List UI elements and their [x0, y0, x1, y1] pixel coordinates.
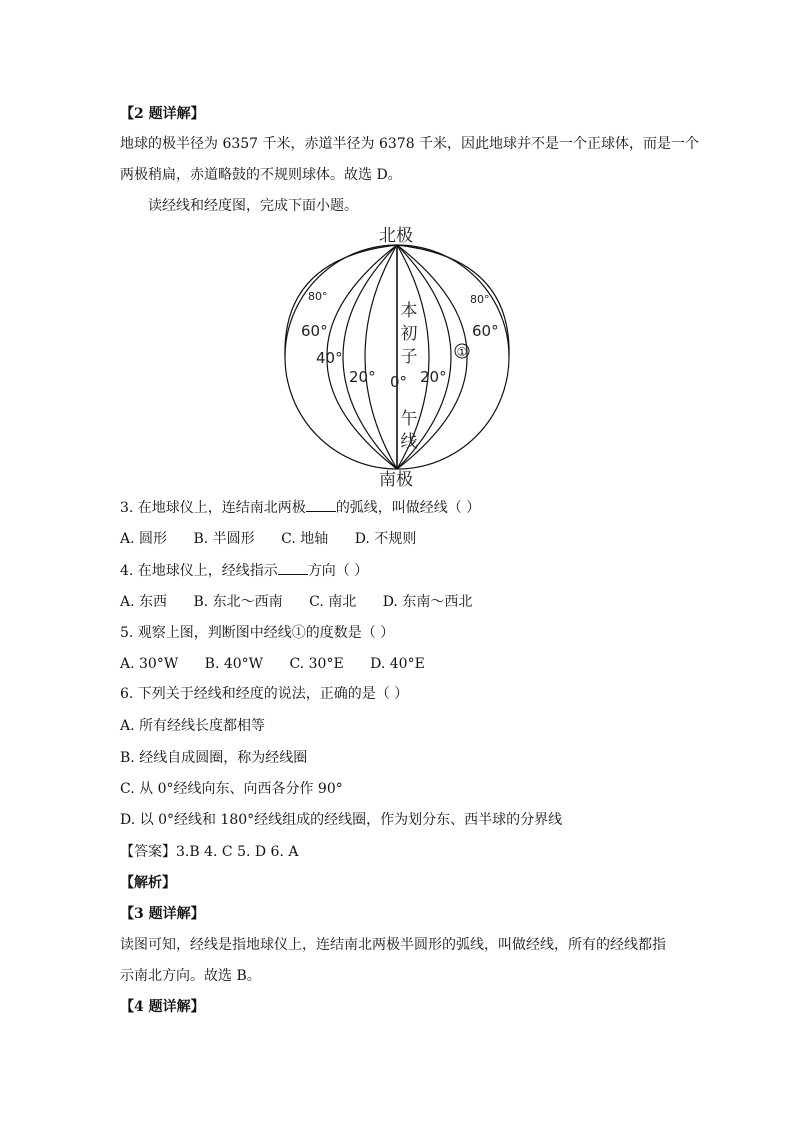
question-5-stem: 5. 观察上图，判断图中经线①的度数是（ ） [120, 625, 395, 641]
label-20-left: 20° [349, 368, 376, 386]
question-3-stem-b: 的弧线，叫做经线（ ） [335, 500, 481, 516]
question-5-options [120, 654, 447, 674]
prime-meridian-char-2: 初 [400, 324, 418, 344]
question-3-option-c: C. 地轴 [281, 531, 329, 547]
sec3-paragraph-line1: 读图可知，经线是指地球仪上，连结南北两极半圆形的弧线，叫做经线，所有的经线都指 [120, 937, 666, 953]
sec2-paragraph-line2: 两极稍扁，赤道略鼓的不规则球体。故选 D。 [120, 167, 402, 183]
question-3-stem-a: 3. 在地球仪上，连结南北两极 [120, 500, 306, 516]
sec4-header: 【4 题详解】 [120, 999, 205, 1015]
answer-line: 【答案】3.B 4. C 5. D 6. A [120, 844, 299, 860]
label-80-right: 80° [470, 293, 490, 306]
sec2-header: 【2 题详解】 [120, 106, 205, 122]
question-4-stem-a: 4. 在地球仪上，经线指示 [120, 563, 278, 579]
question-5-option-c: C. 30°E [289, 656, 344, 672]
question-3-option-a: A. 圆形 [120, 531, 168, 547]
question-4-option-a: A. 东西 [120, 594, 168, 610]
label-zero: 0° [390, 373, 408, 391]
meridian-40w [343, 245, 397, 469]
question-6-option-b: B. 经线自成圆圈，称为经线圈 [120, 750, 308, 766]
prime-meridian-char-1: 本 [400, 301, 418, 321]
label-40-left: 40° [316, 349, 343, 367]
question-4-blank [278, 562, 308, 575]
sec3-header: 【3 题详解】 [120, 906, 205, 922]
meridian-diagram [270, 220, 530, 490]
question-3-blank [306, 499, 336, 512]
question-5-option-a: A. 30°W [120, 656, 179, 672]
question-4-stem-b: 方向（ ） [307, 563, 369, 579]
sec2-paragraph-line1: 地球的极半径为 6357 千米，赤道半径为 6378 千米，因此地球并不是一个正球体，而是一个 [120, 136, 700, 152]
question-4-options [120, 592, 494, 612]
question-6-stem: 6. 下列关于经线和经度的说法，正确的是（ ） [120, 686, 409, 702]
question-4-option-c: C. 南北 [309, 594, 357, 610]
question-4 [120, 561, 368, 581]
question-4-option-d: D. 东南～西北 [382, 594, 473, 610]
sec3-paragraph-line2: 示南北方向。故选 B。 [120, 968, 261, 984]
question-3-options [120, 529, 438, 549]
question-4-option-b: B. 东北～西南 [193, 594, 283, 610]
north-pole-label: 北极 [379, 226, 413, 246]
question-3-option-b: B. 半圆形 [193, 531, 255, 547]
meridian-80w [285, 245, 397, 357]
question-6-option-d: D. 以 0°经线和 180°经线组成的经线圈，作为划分东、西半球的分界线 [120, 812, 563, 828]
question-6-option-c: C. 从 0°经线向东、向西各分作 90° [120, 781, 343, 797]
south-pole-label: 南极 [379, 470, 413, 490]
question-5-option-b: B. 40°W [204, 656, 264, 672]
label-20-right: 20° [420, 368, 447, 386]
question-3-option-d: D. 不规则 [354, 531, 417, 547]
intro-text: 读经线和经度图，完成下面小题。 [148, 198, 358, 214]
prime-meridian-char-4: 午 [400, 409, 418, 429]
prime-meridian-char-5: 线 [400, 432, 418, 452]
question-6-option-a: A. 所有经线长度都相等 [120, 718, 266, 734]
label-80-left: 80° [308, 290, 328, 303]
label-meridian-1: ① [456, 345, 468, 359]
prime-meridian-char-3: 子 [400, 347, 418, 367]
analysis-header: 【解析】 [120, 875, 176, 891]
question-5-option-d: D. 40°E [370, 656, 425, 672]
label-60-left: 60° [301, 322, 328, 340]
question-3 [120, 498, 480, 518]
label-60-right: 60° [472, 322, 499, 340]
